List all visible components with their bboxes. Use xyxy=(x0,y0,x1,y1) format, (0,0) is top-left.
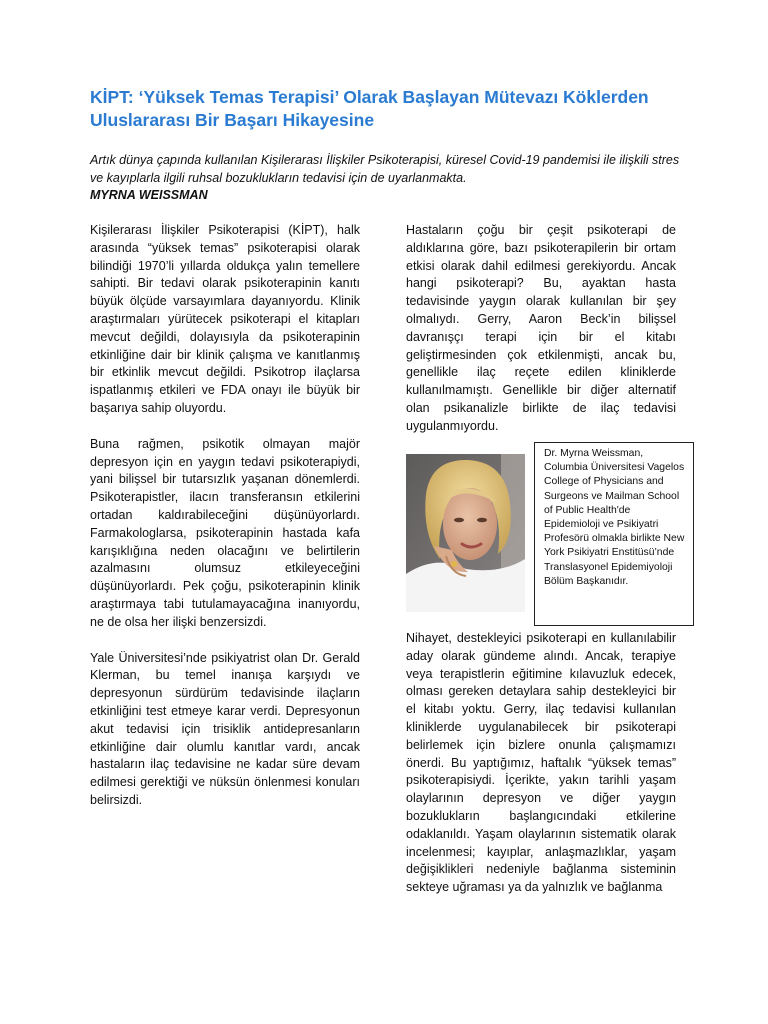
right-column-bottom xyxy=(406,630,676,915)
photo-caption: Dr. Myrna Weissman, Columbia Üniversitesi Vagelos College of Physicians and Surgeons ve Mailman School of Public Health'de Epidemioloji ve Psikiyatri Profesörü olmakla birlikte New York Psikiyatri Enstitüsü’nde Translasyonel Epidemiyoloji Bölüm Başkanıdır. xyxy=(534,442,694,626)
left-column xyxy=(90,222,360,828)
paragraph: Buna rağmen, psikotik olmayan majör depresyon için en yaygın tedavi psikoterapiydi, yani bilişsel bir tutarsızlık yaşanan dönemlerdi. Psikoterapistler, ilacın transferansın etkilerini ortadan kaldırabileceğini düşünüyorlardı. Farmakologlarsa, psikoterapinin hastada kafa karışıklığına neden olacağını ve belirtilerin azalmasını olumsuz etkileyeceğini düşünüyorlardı. Pek çoğu, psikoterapinin klinik araştırmaya tabi tutulamayacağına inanıyordu, ne de olsa her ilişki benzersizdi. xyxy=(90,436,360,629)
author-name: MYRNA WEISSMAN xyxy=(90,188,208,202)
author-photo xyxy=(406,454,525,612)
paragraph: Yale Üniversitesi’nde psikiyatrist olan Dr. Gerald Klerman, bu temel inanışa karşıydı ve depresyonun sürdürüm tedavisinde ilaçların etkinliğini test etmeye karar verdi. Depresyonun akut tedavisi için trisiklik antidepresanların etkinliğine dair olumlu kanıtlar vardı, ancak hastaların ilaç tedavisine ne kadar süre devam edilmesi gerektiği ve nüksün önlenmesi konuları belirsizdi. xyxy=(90,650,360,807)
paragraph: Hastaların çoğu bir çeşit psikoterapi de aldıklarına göre, bazı psikoterapilerin bir ortam etkisi olarak dahil edilmesi gerekiyordu. Ancak hangi psikoterapi? Bu, ayaktan hasta tedavisinde yaygın olarak kullanılan bir şey olmalıydı. Gerry, Aaron Beck’in bilişsel davranışçı terapi için bir el kitabı geliştirmesinden çok etkilenmişti, ancak bu, genellikle ilaç reçete edilen kliniklerde kullanılmamıştı. Genellikle bir diğer alternatif olan psikanalizle birlikte de ilaç tedavisi uygulanmıyordu. xyxy=(406,223,676,433)
paragraph: Kişilerarası İlişkiler Psikoterapisi (KİPT), halk arasında “yüksek temas” psikoterapisi olarak bilindiği 1970’li yıllarda oldukça yalın temellere sahipti. Bir tedavi olarak psikoterapinin kanıtı büyük ölçüde varsayımlara dayanıyordu. Klinik araştırmaları yürütecek psikoterapi el kitapları mevcut değildi, dolayısıyla da psikoterapinin etkinliğine dair bir klinik çalışma ve kanıtlanmış bir etkinlik mevcut değildi. Psikotrop ilaçlarsa ispatlanmış etkileri ve FDA onayı ile büyük bir başarıya sahip oluyordu. xyxy=(90,223,360,415)
article-lead: Artık dünya çapında kullanılan Kişilerarası İlişkiler Psikoterapisi, küresel Covid-19 pandemisi ile ilişkili stres ve kayıplarla ilgili ruhsal bozuklukların tedavisi için de uyarlanmakta. xyxy=(90,153,680,185)
portrait-image xyxy=(406,454,525,612)
paragraph: Nihayet, destekleyici psikoterapi en kullanılabilir aday olarak gündeme alındı. Ancak, terapiye veya terapistlerin eğitimine kılavuzluk edecek, olması gereken detaylara sahip destekleyici bir el kitabı yoktu. Gerry, ilaç tedavisi kullanılan kliniklerde uygulanabilecek bir psikoterapi belirlemek için bizlere onunla çalışmamızı önerdi. Bu yaptığımız, haftalık “yüksek temas” psikoterapisiydi. İçerikte, yakın tarihli yaşam olaylarının depresyon ve diğer yaygın bozuklukların başlangıcındaki etkilerine odaklanıldı. Yaşam olaylarının sistematik olarak incelenmesi; kayıplar, anlaşmazlıklar, yaşam değişiklikleri nedeniyle bağlanma sisteminin sekteye uğraması ya da yalnızlık ve bağlanma xyxy=(406,631,676,895)
article-title: KİPT: ‘Yüksek Temas Terapisi’ Olarak Başlayan Mütevazı Köklerden Uluslararası Bir Başarı Hikayesine xyxy=(90,87,649,130)
right-column-top xyxy=(406,222,676,454)
